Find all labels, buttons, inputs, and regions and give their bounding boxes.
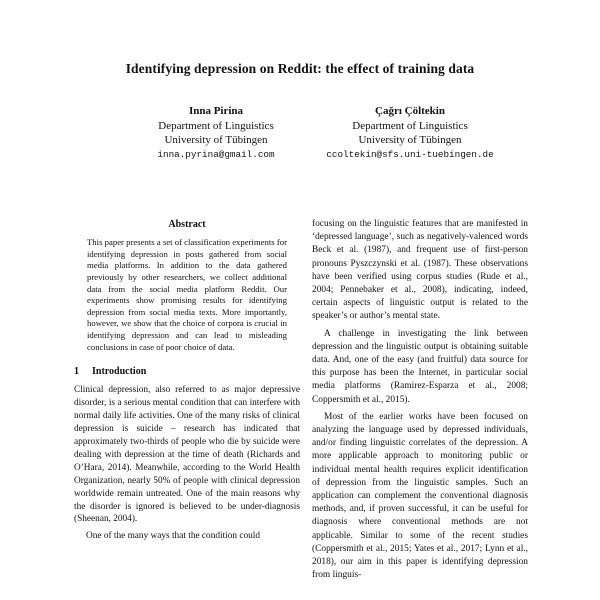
left-column [74, 218, 300, 543]
body-paragraph: Clinical depression, also referred to as major depressive disorder, is a serious mental condition that can interfere with normal daily life activities. One of the many risks of clinical depression is suicide – research has indicated that approximately two-thirds of people who die by suicide were dealing with depression at the time of death (Richards and O’Hara, 2014). Meanwhile, according to the World Health Organization, nearly 50% of people with clinical depression worldwide remain untreated. One of the main reasons why the disorder is ignored is believed to be under-diagnosis (Sheenan, 2004). [74, 385, 300, 525]
abstract-text: This paper presents a set of classification experiments for identifying depression in posts gathered from social media platforms. In addition to the data gathered previously by other researchers, we collect additional data from the social media platform Reddit. Our experiments show promising results for identifying depression from social media texts. More importantly, however, we show that the choice of corpora is crucial in identifying depression and can lead to misleading conclusions in case of poor choice of data. [87, 237, 287, 352]
author-block-1 [106, 104, 326, 162]
author-block-2 [300, 104, 520, 162]
author-university: University of Tübingen [358, 134, 462, 146]
body-paragraph: A challenge in investigating the link between depression and the linguistic output is obtaining suitable data. And, one of the easy (and fruitful) data source for this purpose has been the Internet, in particular social media platforms (Ramirez-Esparza et al., 2008; Coppersmith et al., 2015). [312, 328, 528, 405]
author-name: Inna Pirina [188, 105, 244, 117]
section-title: Introduction [92, 366, 147, 378]
author-email[interactable]: inna.pyrina@gmail.com [157, 148, 275, 160]
body-paragraph: Most of the earlier works have been focused on analyzing the language used by depressed individuals, and/or finding linguistic correlates of the depression. A more applicable approach to monitoring public or individual mental health requires explicit identification of depression from the linguistic samples. Such an application can complement the conventional diagnosis methods, and, if proven successful, it can be useful for diagnosis where conventional methods are not applicable. Similar to some of the recent studies (Coppersmith et al., 2015; Yates et al., 2017; Lynn et al., 2018), our aim in this paper is identifying depression from linguis- [312, 411, 528, 581]
right-column [312, 218, 528, 582]
section-heading [74, 365, 300, 378]
paper-title: Identifying depression on Reddit: the effect of training data [125, 61, 475, 76]
body-paragraph: focusing on the linguistic features that are manifested in ‘depressed language’, such as negatively-valenced words Beck et al. (1987), and frequent use of first-person pronouns Pyszczynski et al. (1987). These observations have been verified using corpus studies (Rude et al., 2004; Pennebaker et al., 2008), indicating, indeed, certain aspects of linguistic output is related to the speaker’s or author’s mental state. [312, 219, 528, 322]
author-department: Department of Linguistics [352, 119, 468, 132]
author-email[interactable]: ccoltekin@sfs.uni-tuebingen.de [326, 148, 494, 160]
section-number: 1 [74, 366, 79, 378]
author-name: Çağrı Çöltekin [375, 105, 445, 117]
abstract-heading: Abstract [168, 219, 206, 230]
author-department: Department of Linguistics [158, 119, 274, 132]
body-paragraph: One of the many ways that the condition could [86, 531, 261, 542]
author-university: University of Tübingen [164, 134, 268, 146]
